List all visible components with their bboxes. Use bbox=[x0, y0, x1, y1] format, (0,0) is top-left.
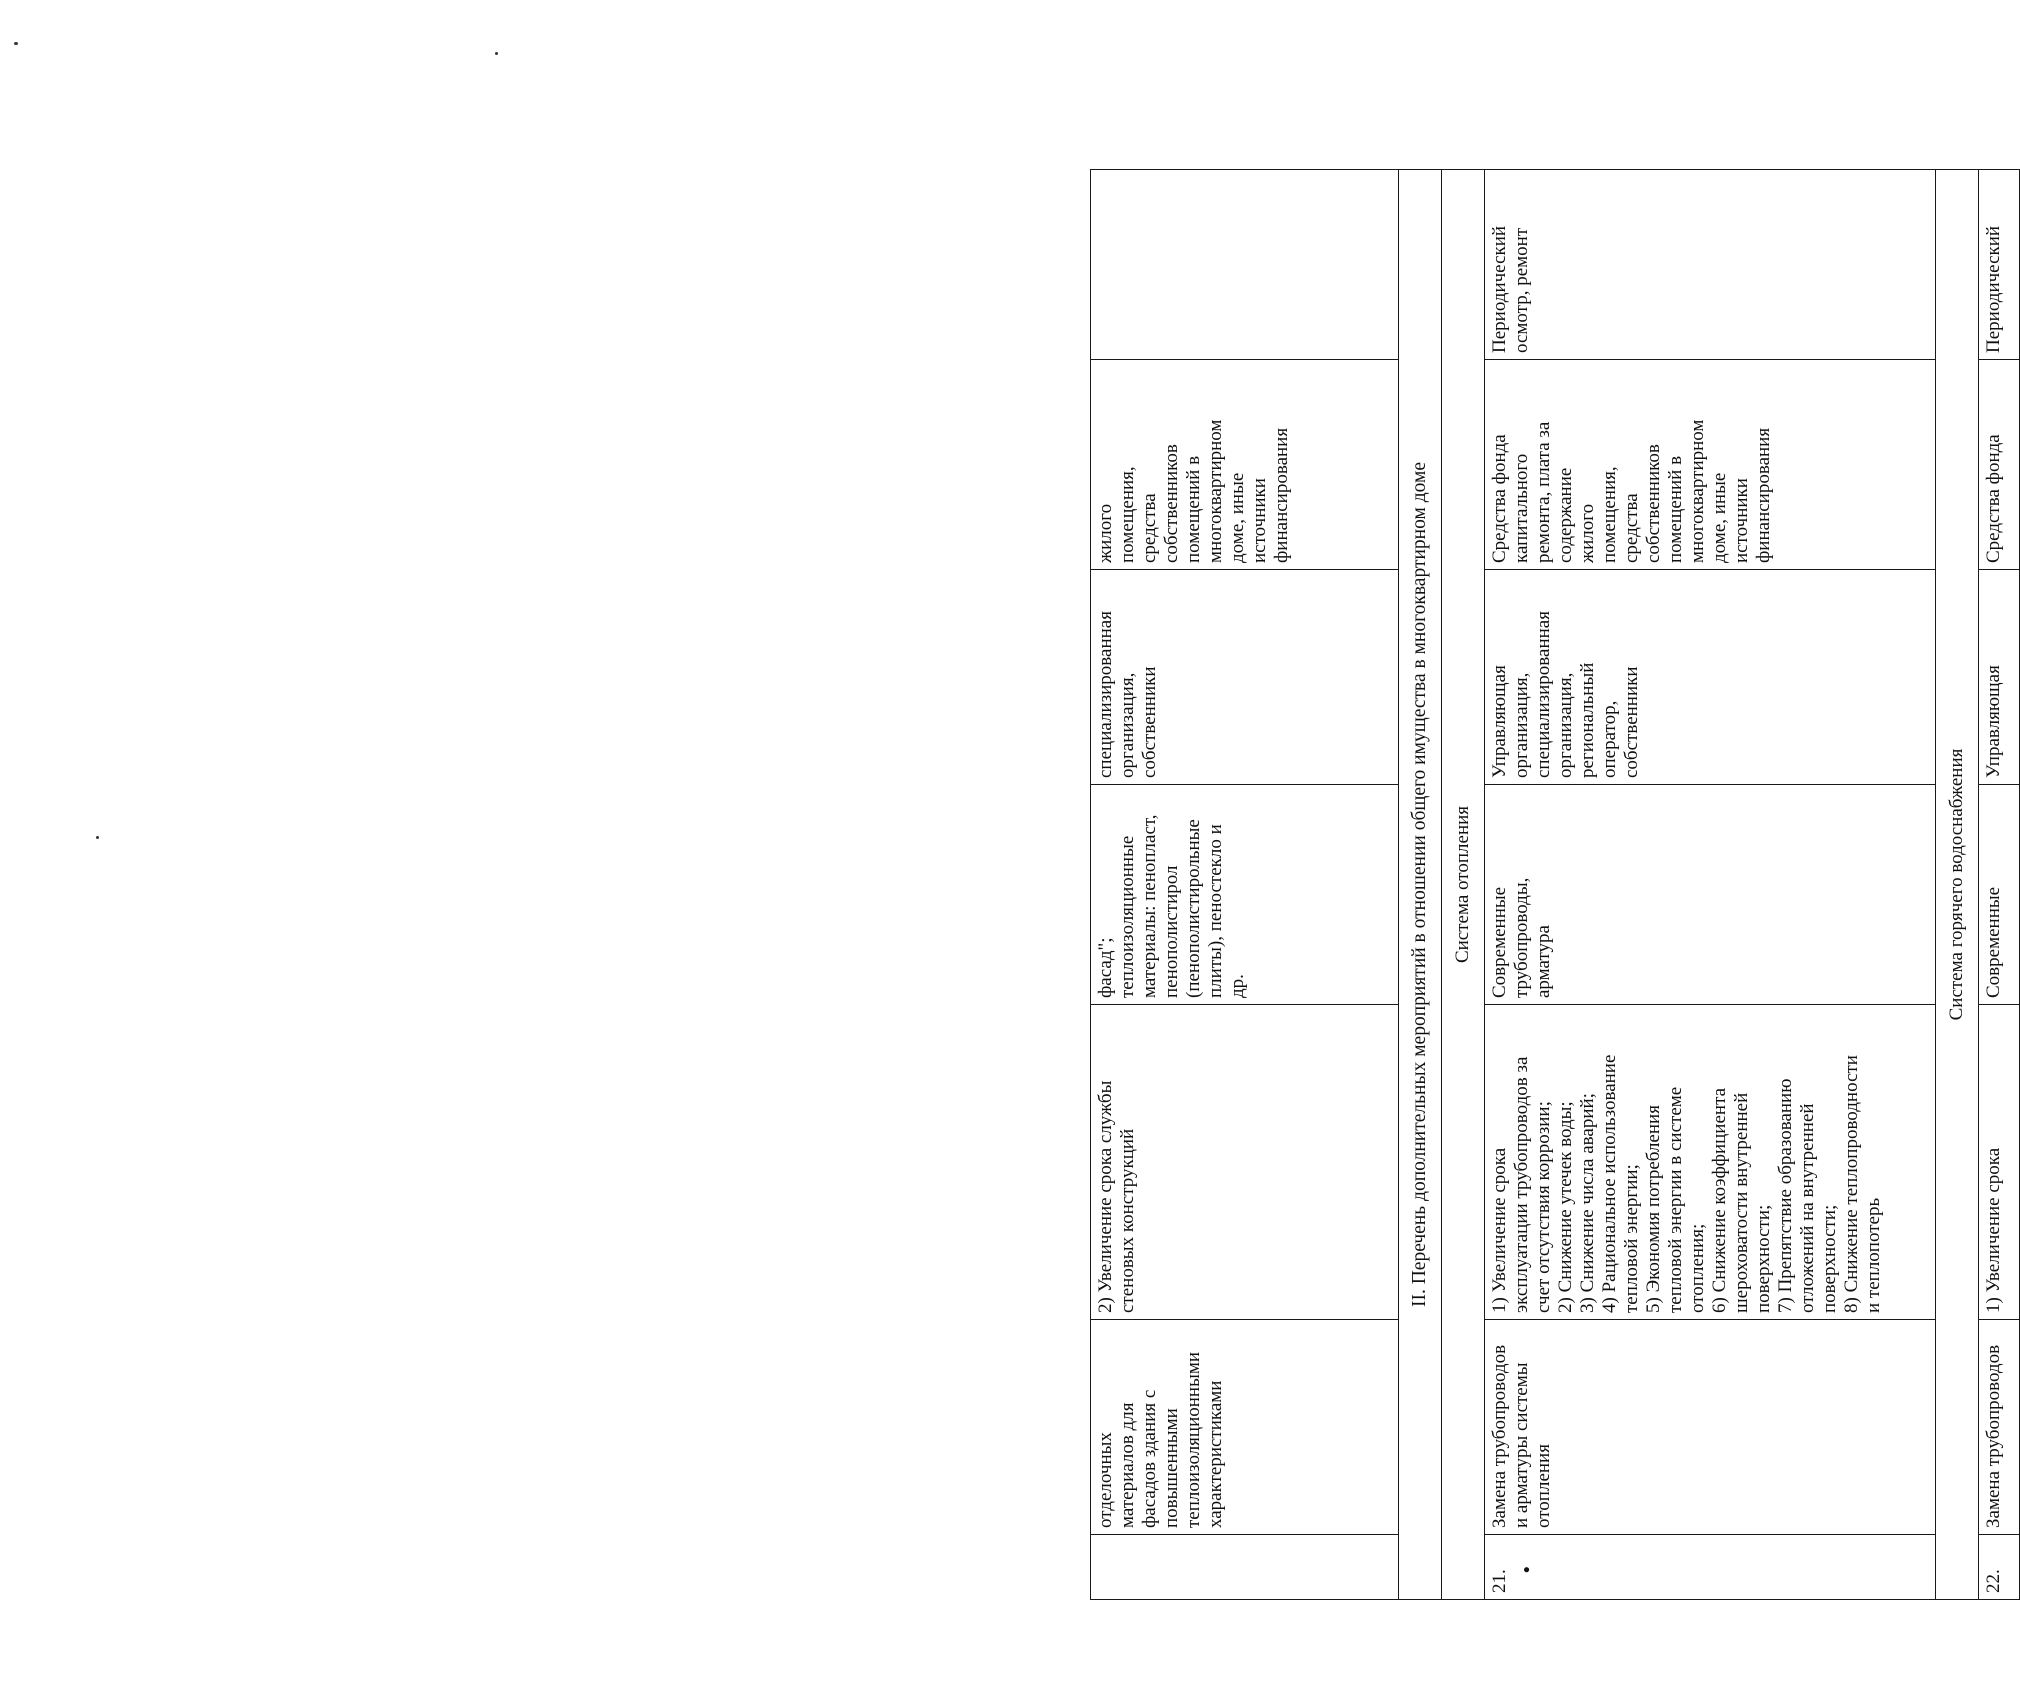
cell-effect bbox=[1978, 1005, 2019, 1320]
text-line: 7) Препятствие образованию bbox=[1774, 1078, 1796, 1313]
text-line: др. bbox=[1227, 974, 1248, 998]
text-line: Периодический bbox=[1982, 225, 2004, 353]
text-line: специализированная bbox=[1532, 611, 1554, 778]
subsection-row-hot-water bbox=[1935, 170, 1978, 1600]
text-line: собственники bbox=[1139, 666, 1160, 778]
text-line: 2) Увеличение срока службы bbox=[1095, 1080, 1116, 1313]
text-line: фасад"; bbox=[1095, 937, 1116, 998]
text-line: организация, bbox=[1510, 672, 1532, 778]
text-line: шероховатости внутренней bbox=[1730, 1092, 1752, 1313]
text-line: помещений в bbox=[1183, 455, 1204, 563]
row-number: 22. bbox=[1982, 1569, 2004, 1593]
cell-num bbox=[1484, 1535, 1935, 1600]
cell-executors bbox=[1978, 570, 2019, 785]
subsection-title-heating: Система отопления bbox=[1441, 170, 1484, 1600]
text-line: средства bbox=[1620, 493, 1642, 563]
text-line: Управляющая bbox=[1488, 665, 1510, 778]
cell-materials bbox=[1091, 785, 1399, 1005]
section-title-row bbox=[1398, 170, 1441, 1600]
text-line: материалов для bbox=[1117, 1402, 1138, 1528]
text-line: плиты), пеностекло и bbox=[1205, 824, 1226, 998]
text-line: финансирования bbox=[1271, 427, 1292, 563]
text-line: теплоизоляционные bbox=[1117, 835, 1138, 998]
text-line: финансирования bbox=[1752, 427, 1774, 563]
text-line: отопления; bbox=[1686, 1223, 1708, 1313]
text-line: отделочных bbox=[1095, 1432, 1116, 1528]
section-title: II. Перечень дополнительных мероприятий в отношении общего имущества в многоквартирном доме bbox=[1398, 170, 1441, 1600]
text-line: материалы: пенопласт, bbox=[1139, 814, 1160, 998]
text-line: источники bbox=[1249, 478, 1270, 563]
cell-control bbox=[1484, 170, 1935, 360]
text-line: помещений в bbox=[1664, 455, 1686, 563]
cell-executors bbox=[1091, 570, 1399, 785]
text-line: стеновых конструкций bbox=[1117, 1128, 1138, 1313]
cell-control bbox=[1091, 170, 1399, 360]
text-line: Современные bbox=[1982, 886, 2004, 998]
text-line: отопления bbox=[1532, 1444, 1554, 1528]
measures-table bbox=[1090, 169, 2020, 1600]
table-row-21 bbox=[1484, 170, 1935, 1600]
cell-name bbox=[1978, 1320, 2019, 1535]
text-line: помещения, bbox=[1117, 466, 1138, 563]
text-line: средства bbox=[1139, 493, 1160, 563]
cell-executors bbox=[1484, 570, 1935, 785]
text-line: (пенополистирольные bbox=[1183, 819, 1204, 998]
cell-name bbox=[1484, 1320, 1935, 1535]
text-line: и теплопотерь bbox=[1862, 1197, 1884, 1313]
text-line: 6) Снижение коэффициента bbox=[1708, 1087, 1730, 1313]
text-line: многоквартирном bbox=[1686, 419, 1708, 563]
text-line: Управляющая bbox=[1982, 665, 2004, 778]
text-line: Средства фонда bbox=[1982, 434, 2004, 563]
text-line: жилого bbox=[1576, 503, 1598, 563]
rotated-page bbox=[1090, 170, 2020, 1600]
cell-effect bbox=[1484, 1005, 1935, 1320]
text-line: Замена трубопроводов bbox=[1982, 1344, 2004, 1528]
text-line: жилого bbox=[1095, 503, 1116, 563]
subsection-row-heating bbox=[1441, 170, 1484, 1600]
text-line: организация, bbox=[1117, 672, 1138, 778]
text-line: источники bbox=[1730, 478, 1752, 563]
text-line: повышенными bbox=[1161, 1408, 1182, 1528]
scan-speck bbox=[495, 52, 498, 55]
scan-speck bbox=[96, 836, 99, 839]
text-line: трубопроводы, bbox=[1510, 877, 1532, 998]
cell-num bbox=[1091, 1535, 1399, 1600]
text-line: 3) Снижение числа аварий; bbox=[1576, 1093, 1598, 1313]
cell-funding bbox=[1091, 360, 1399, 570]
text-line: тепловой энергии в системе bbox=[1664, 1086, 1686, 1313]
text-line: счет отсутствия коррозии; bbox=[1532, 1101, 1554, 1313]
text-line: пенополистирол bbox=[1161, 865, 1182, 998]
text-line: помещения, bbox=[1598, 466, 1620, 563]
text-line: капитального bbox=[1510, 453, 1532, 563]
text-line: и арматуры системы bbox=[1510, 1362, 1532, 1528]
text-line: осмотр, ремонт bbox=[1510, 227, 1532, 353]
text-line: доме, иные bbox=[1708, 472, 1730, 563]
text-line: собственников bbox=[1642, 444, 1664, 563]
cell-name bbox=[1091, 1320, 1399, 1535]
text-line: 4) Рациональное использование bbox=[1598, 1054, 1620, 1313]
text-line: Средства фонда bbox=[1488, 434, 1510, 563]
text-line: отложений на внутренней bbox=[1796, 1103, 1818, 1313]
text-line: фасадов здания с bbox=[1139, 1389, 1160, 1528]
text-line: оператор, bbox=[1598, 700, 1620, 778]
cell-materials bbox=[1978, 785, 2019, 1005]
text-line: арматура bbox=[1532, 925, 1554, 998]
text-line: содержание bbox=[1554, 467, 1576, 563]
text-line: ремонта, плата за bbox=[1532, 421, 1554, 563]
text-line: поверхности; bbox=[1752, 1204, 1774, 1313]
row-mark: • bbox=[1516, 1566, 1538, 1573]
cell-materials bbox=[1484, 785, 1935, 1005]
text-line: специализированная bbox=[1095, 611, 1116, 778]
scan-speck bbox=[14, 42, 18, 45]
table-row-continuation bbox=[1091, 170, 1399, 1600]
cell-funding bbox=[1484, 360, 1935, 570]
text-line: 8) Снижение теплопроводности bbox=[1840, 1055, 1862, 1313]
text-line: собственников bbox=[1161, 444, 1182, 563]
cell-num bbox=[1978, 1535, 2019, 1600]
text-line: собственники bbox=[1620, 666, 1642, 778]
text-line: тепловой энергии; bbox=[1620, 1164, 1642, 1313]
text-line: теплоизоляционными bbox=[1183, 1351, 1204, 1528]
subsection-title-hot-water: Система горячего водоснабжения bbox=[1935, 170, 1978, 1600]
cell-control bbox=[1978, 170, 2019, 360]
text-line: организация, bbox=[1554, 672, 1576, 778]
cell-effect bbox=[1091, 1005, 1399, 1320]
text-line: 2) Снижение утечек воды; bbox=[1554, 1101, 1576, 1313]
text-line: Периодический bbox=[1488, 225, 1510, 353]
text-line: региональный bbox=[1576, 662, 1598, 778]
cell-funding bbox=[1978, 360, 2019, 570]
text-line: доме, иные bbox=[1227, 472, 1248, 563]
text-line: характеристиками bbox=[1205, 1380, 1226, 1528]
text-line: многоквартирном bbox=[1205, 419, 1226, 563]
text-line: 5) Экономия потребления bbox=[1642, 1105, 1664, 1313]
table-row-22 bbox=[1978, 170, 2019, 1600]
row-number: 21. bbox=[1488, 1569, 1510, 1593]
text-line: поверхности; bbox=[1818, 1204, 1840, 1313]
text-line: 1) Увеличение срока bbox=[1488, 1147, 1510, 1313]
text-line: эксплуатации трубопроводов за bbox=[1510, 1056, 1532, 1313]
text-line: Современные bbox=[1488, 886, 1510, 998]
text-line: 1) Увеличение срока bbox=[1982, 1147, 2004, 1313]
text-line: Замена трубопроводов bbox=[1488, 1344, 1510, 1528]
